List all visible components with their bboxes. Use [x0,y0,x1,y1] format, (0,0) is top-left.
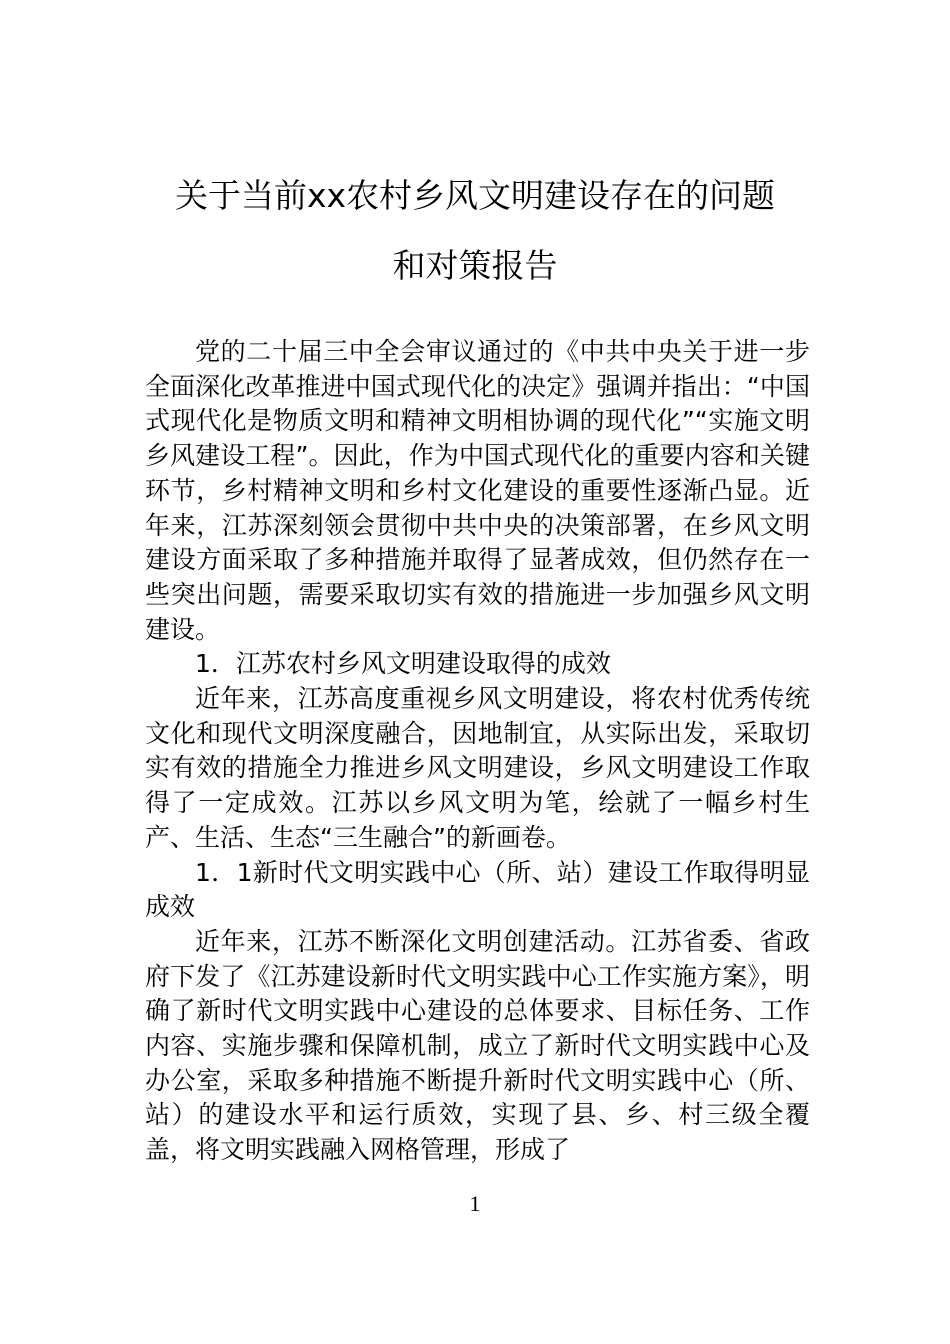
section-1-1-paragraph: 近年来，江苏不断深化文明创建活动。江苏省委、省政府下发了《江苏建设新时代文明实践中心工作实施方案》，明确了新时代文明实践中心建设的总体要求、目标任务、工作内容、实施步骤和保障机制，成立了新时代文明实践中心及办公室，采取多种措施不断提升新时代文明实践中心（所、站）的建设水平和运行质效，实现了县、乡、村三级全覆盖，将文明实践融入网格管理，形成了 [145,926,810,1165]
section-heading-1-1: 1．1新时代文明实践中心（所、站）建设工作取得明显成效 [145,857,810,922]
section-heading-1: 1．江苏农村乡风文明建设取得的成效 [195,649,611,679]
section-1-paragraph: 近年来，江苏高度重视乡风文明建设，将农村优秀传统文化和现代文明深度融合，因地制宜，从实际出发，采取切实有效的措施全力推进乡风文明建设，乡风文明建设工作取得了一定成效。江苏以乡风文明为笔，绘就了一幅乡村生产、生活、生态“三生融合”的新画卷。 [145,684,810,852]
document-title-line-2: 和对策报告 [392,246,558,285]
document-body [145,335,810,1168]
document-title-line-1: 关于当前xx农村乡风文明建设存在的问题 [174,176,776,215]
intro-paragraph: 党的二十届三中全会审议通过的《中共中央关于进一步全面深化改革推进中国式现代化的决定》强调并指出：“中国式现代化是物质文明和精神文明相协调的现代化”“实施文明乡风建设工程”。因此，作为中国式现代化的重要内容和关键环节，乡村精神文明和乡村文化建设的重要性逐渐凸显。近年来，江苏深刻领会贯彻中共中央的决策部署，在乡风文明建设方面采取了多种措施并取得了显著成效，但仍然存在一些突出问题，需要采取切实有效的措施进一步加强乡风文明建设。 [145,337,810,644]
page-number: 1 [469,1191,481,1216]
